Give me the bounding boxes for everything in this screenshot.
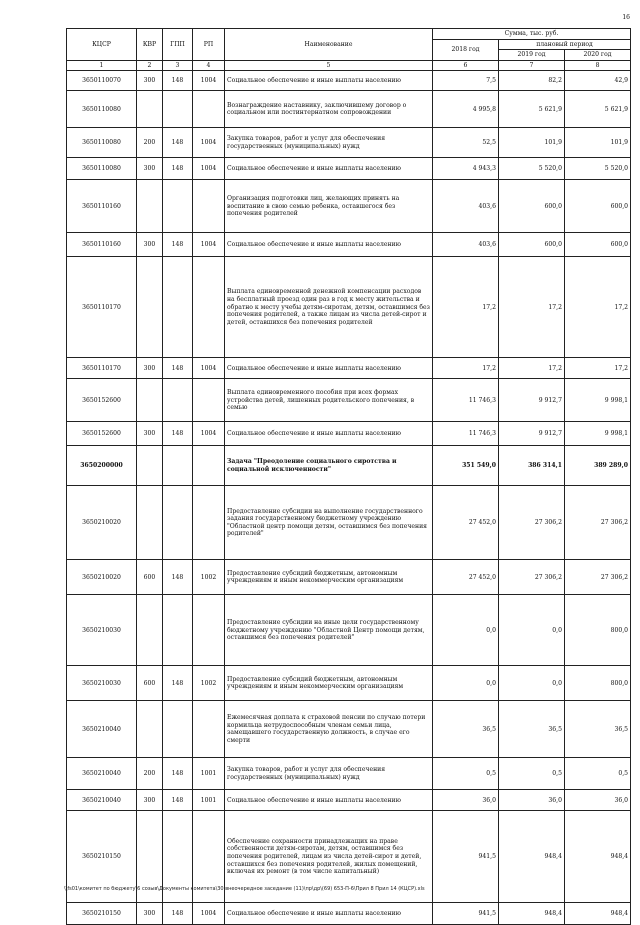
column-number: 8	[565, 60, 631, 71]
cell-y2019: 386 314,1	[499, 446, 565, 486]
cell-y2018: 7,5	[433, 71, 499, 91]
cell-kcsr: 3650210030	[67, 666, 137, 701]
cell-name: Предоставление субсидий бюджетным, автономным учреждениям и иным некоммерческим организациям	[225, 560, 433, 595]
cell-name: Ежемесячная доплата к страховой пенсии по случаю потери кормильца нетрудоспособным членам семьи лица, замещавшего государственную должность, в случае его смерти	[225, 701, 433, 758]
table-row	[67, 358, 631, 379]
cell-gpp	[163, 595, 193, 666]
cell-y2018: 0,0	[433, 666, 499, 701]
table-row	[67, 790, 631, 811]
cell-rp: 1004	[193, 233, 225, 257]
cell-name: Выплата единовременной денежной компенсации расходов на бесплатный проезд один раз в год к месту жительства и обратно к месту учебы детям-сиротам, детям, оставшимся без попечения родителей, а также лицам из числа детей-сирот и детей, оставшихся без попечения родителей	[225, 257, 433, 358]
cell-y2018: 17,2	[433, 358, 499, 379]
cell-y2018: 27 452,0	[433, 560, 499, 595]
budget-table	[66, 28, 631, 925]
cell-name: Социальное обеспечение и иные выплаты населению	[225, 233, 433, 257]
cell-y2020: 5 520,0	[565, 158, 631, 180]
cell-rp: 1004	[193, 158, 225, 180]
cell-y2019: 27 306,2	[499, 486, 565, 560]
cell-name: Выплата единовременного пособия при всех формах устройства детей, лишенных родительского попечения, в семью	[225, 379, 433, 422]
cell-name: Обеспечение сохранности принадлежащих на праве собственности детям-сиротам, детям, оставшимся без попечения родителей, лицам из числа детей-сирот и детей, оставшихся без попечения родителей, жилых помещений, включая их ремонт (в том числе капитальный)	[225, 811, 433, 903]
cell-gpp: 148	[163, 128, 193, 158]
cell-name: Организация подготовки лиц, желающих принять на воспитание в свою семью ребенка, оставшегося без попечения родителей	[225, 180, 433, 233]
column-number: 2	[137, 60, 163, 71]
cell-kvr	[137, 180, 163, 233]
cell-kvr: 300	[137, 903, 163, 925]
cell-kvr: 300	[137, 358, 163, 379]
cell-kcsr: 3650210030	[67, 595, 137, 666]
cell-y2020: 101,9	[565, 128, 631, 158]
cell-kcsr: 3650210040	[67, 758, 137, 790]
header-kcsr: КЦСР	[67, 29, 137, 61]
cell-kcsr: 3650210150	[67, 903, 137, 925]
header-kvr: КВР	[137, 29, 163, 61]
cell-y2020: 27 306,2	[565, 560, 631, 595]
header-2019: 2019 год	[499, 50, 565, 61]
cell-kcsr: 3650110080	[67, 158, 137, 180]
table-row	[67, 903, 631, 925]
cell-y2018: 941,5	[433, 811, 499, 903]
cell-y2020: 42,9	[565, 71, 631, 91]
cell-gpp: 148	[163, 158, 193, 180]
cell-y2020: 948,4	[565, 903, 631, 925]
cell-kvr	[137, 446, 163, 486]
cell-rp: 1004	[193, 71, 225, 91]
cell-kcsr: 3650152600	[67, 379, 137, 422]
cell-kvr: 300	[137, 422, 163, 446]
cell-y2020: 600,0	[565, 233, 631, 257]
cell-y2019: 101,9	[499, 128, 565, 158]
cell-name: Закупка товаров, работ и услуг для обеспечения государственных (муниципальных) нужд	[225, 128, 433, 158]
cell-kvr	[137, 257, 163, 358]
cell-rp	[193, 701, 225, 758]
cell-kvr: 300	[137, 790, 163, 811]
cell-name: Предоставление субсидий бюджетным, автономным учреждениям и иным некоммерческим организациям	[225, 666, 433, 701]
cell-rp	[193, 257, 225, 358]
cell-y2018: 351 549,0	[433, 446, 499, 486]
cell-name: Социальное обеспечение и иные выплаты населению	[225, 903, 433, 925]
table-row	[67, 446, 631, 486]
cell-name: Предоставление субсидии на иные цели государственному бюджетному учреждению "Областной Центр помощи детям, оставшимся без попечения родителей"	[225, 595, 433, 666]
cell-name: Социальное обеспечение и иные выплаты населению	[225, 358, 433, 379]
cell-y2020: 17,2	[565, 257, 631, 358]
cell-kcsr: 3650110080	[67, 91, 137, 128]
cell-gpp	[163, 257, 193, 358]
table-row	[67, 128, 631, 158]
cell-kvr	[137, 486, 163, 560]
table-row	[67, 257, 631, 358]
cell-kcsr: 3650110080	[67, 128, 137, 158]
cell-rp	[193, 379, 225, 422]
table-row	[67, 180, 631, 233]
cell-y2020: 27 306,2	[565, 486, 631, 560]
cell-y2019: 600,0	[499, 233, 565, 257]
cell-rp: 1001	[193, 790, 225, 811]
cell-y2020: 0,5	[565, 758, 631, 790]
table-row	[67, 158, 631, 180]
cell-kvr: 300	[137, 233, 163, 257]
cell-y2019: 948,4	[499, 811, 565, 903]
cell-gpp: 148	[163, 233, 193, 257]
cell-y2020: 600,0	[565, 180, 631, 233]
table-row	[67, 701, 631, 758]
cell-y2018: 403,6	[433, 180, 499, 233]
cell-name: Социальное обеспечение и иные выплаты населению	[225, 422, 433, 446]
table-row	[67, 595, 631, 666]
column-number: 6	[433, 60, 499, 71]
cell-kvr: 200	[137, 128, 163, 158]
column-number: 5	[225, 60, 433, 71]
cell-y2018: 403,6	[433, 233, 499, 257]
cell-gpp: 148	[163, 358, 193, 379]
cell-kvr	[137, 595, 163, 666]
cell-kcsr: 3650152600	[67, 422, 137, 446]
cell-y2019: 27 306,2	[499, 560, 565, 595]
cell-y2018: 27 452,0	[433, 486, 499, 560]
cell-y2019: 0,0	[499, 666, 565, 701]
cell-kcsr: 3650210020	[67, 486, 137, 560]
cell-rp	[193, 595, 225, 666]
cell-y2020: 9 998,1	[565, 379, 631, 422]
cell-y2020: 5 621,9	[565, 91, 631, 128]
cell-y2019: 0,0	[499, 595, 565, 666]
cell-gpp: 148	[163, 666, 193, 701]
cell-kcsr: 3650110170	[67, 358, 137, 379]
cell-rp: 1004	[193, 903, 225, 925]
cell-gpp	[163, 379, 193, 422]
cell-kcsr: 3650200000	[67, 446, 137, 486]
cell-kcsr: 3650110160	[67, 233, 137, 257]
table-row	[67, 486, 631, 560]
cell-kvr: 300	[137, 71, 163, 91]
header-2020: 2020 год	[565, 50, 631, 61]
column-number-row	[67, 60, 631, 71]
cell-name: Социальное обеспечение и иные выплаты населению	[225, 790, 433, 811]
cell-y2018: 36,0	[433, 790, 499, 811]
table-row	[67, 379, 631, 422]
column-number: 3	[163, 60, 193, 71]
cell-kcsr: 3650210150	[67, 811, 137, 903]
cell-gpp	[163, 486, 193, 560]
cell-kvr: 600	[137, 666, 163, 701]
cell-y2020: 800,0	[565, 666, 631, 701]
cell-y2019: 9 912,7	[499, 422, 565, 446]
table-row	[67, 560, 631, 595]
cell-y2019: 5 520,0	[499, 158, 565, 180]
cell-gpp: 148	[163, 560, 193, 595]
cell-y2019: 36,5	[499, 701, 565, 758]
cell-gpp	[163, 701, 193, 758]
cell-y2020: 9 998,1	[565, 422, 631, 446]
table-row	[67, 758, 631, 790]
cell-y2018: 0,0	[433, 595, 499, 666]
cell-kvr	[137, 91, 163, 128]
cell-gpp: 148	[163, 758, 193, 790]
cell-name: Задача "Преодоление социального сиротства и социальной исключенности"	[225, 446, 433, 486]
cell-rp	[193, 446, 225, 486]
cell-name: Социальное обеспечение и иные выплаты населению	[225, 158, 433, 180]
cell-y2019: 17,2	[499, 358, 565, 379]
cell-name: Вознаграждение наставнику, заключившему договор о социальном или постинтернатном сопровождении	[225, 91, 433, 128]
table-row	[67, 71, 631, 91]
column-number: 7	[499, 60, 565, 71]
page-number: 16	[622, 14, 630, 21]
cell-rp: 1002	[193, 666, 225, 701]
cell-y2018: 52,5	[433, 128, 499, 158]
cell-y2018: 11 746,3	[433, 422, 499, 446]
cell-kcsr: 3650210020	[67, 560, 137, 595]
cell-gpp: 148	[163, 422, 193, 446]
cell-kvr	[137, 379, 163, 422]
cell-kvr	[137, 701, 163, 758]
cell-kcsr: 3650110070	[67, 71, 137, 91]
table-row	[67, 233, 631, 257]
cell-name: Социальное обеспечение и иные выплаты населению	[225, 71, 433, 91]
table-row	[67, 422, 631, 446]
cell-y2018: 0,5	[433, 758, 499, 790]
header-2018: 2018 год	[433, 39, 499, 60]
cell-kcsr: 3650110160	[67, 180, 137, 233]
cell-y2018: 17,2	[433, 257, 499, 358]
cell-y2019: 5 621,9	[499, 91, 565, 128]
cell-y2020: 948,4	[565, 811, 631, 903]
cell-gpp	[163, 91, 193, 128]
cell-gpp: 148	[163, 903, 193, 925]
cell-y2020: 36,0	[565, 790, 631, 811]
cell-y2019: 600,0	[499, 180, 565, 233]
table-row	[67, 91, 631, 128]
cell-rp: 1002	[193, 560, 225, 595]
cell-y2018: 4 995,8	[433, 91, 499, 128]
cell-gpp	[163, 180, 193, 233]
cell-y2019: 36,0	[499, 790, 565, 811]
header-gpp: ГПП	[163, 29, 193, 61]
cell-y2020: 389 289,0	[565, 446, 631, 486]
cell-rp	[193, 486, 225, 560]
cell-gpp: 148	[163, 790, 193, 811]
header-rp: РП	[193, 29, 225, 61]
cell-rp: 1004	[193, 358, 225, 379]
cell-name: Закупка товаров, работ и услуг для обеспечения государственных (муниципальных) нужд	[225, 758, 433, 790]
cell-kvr: 600	[137, 560, 163, 595]
column-number: 1	[67, 60, 137, 71]
file-path-footer: \\fs01\комитет по бюджету\6 созыв\Документы комитета\30 внеочередное заседание (11)\пр\др\(69) 653-П-6\Прил 8 Прил 14 (КЦСР).xls	[64, 886, 425, 892]
cell-name: Предоставление субсидии на выполнение государственного задания государственному бюджетному учреждению "Областной центр помощи детям, оставшимся без попечения родителей"	[225, 486, 433, 560]
cell-y2018: 11 746,3	[433, 379, 499, 422]
cell-y2019: 948,4	[499, 903, 565, 925]
header-plan-period: плановый период	[499, 39, 631, 50]
cell-y2019: 82,2	[499, 71, 565, 91]
cell-rp: 1004	[193, 128, 225, 158]
cell-y2019: 0,5	[499, 758, 565, 790]
cell-y2019: 9 912,7	[499, 379, 565, 422]
cell-rp: 1004	[193, 422, 225, 446]
cell-kcsr: 3650210040	[67, 701, 137, 758]
cell-kvr: 300	[137, 158, 163, 180]
cell-kcsr: 3650210040	[67, 790, 137, 811]
cell-y2019: 17,2	[499, 257, 565, 358]
cell-rp	[193, 91, 225, 128]
cell-rp: 1001	[193, 758, 225, 790]
cell-y2020: 800,0	[565, 595, 631, 666]
cell-y2020: 17,2	[565, 358, 631, 379]
table-row	[67, 666, 631, 701]
header-name: Наименование	[225, 29, 433, 61]
cell-kcsr: 3650110170	[67, 257, 137, 358]
cell-y2018: 4 943,3	[433, 158, 499, 180]
column-number: 4	[193, 60, 225, 71]
header-sum: Сумма, тыс. руб.	[433, 29, 631, 40]
cell-gpp: 148	[163, 71, 193, 91]
cell-rp	[193, 180, 225, 233]
cell-y2018: 36,5	[433, 701, 499, 758]
cell-kvr: 200	[137, 758, 163, 790]
cell-gpp	[163, 446, 193, 486]
cell-y2020: 36,5	[565, 701, 631, 758]
cell-y2018: 941,5	[433, 903, 499, 925]
